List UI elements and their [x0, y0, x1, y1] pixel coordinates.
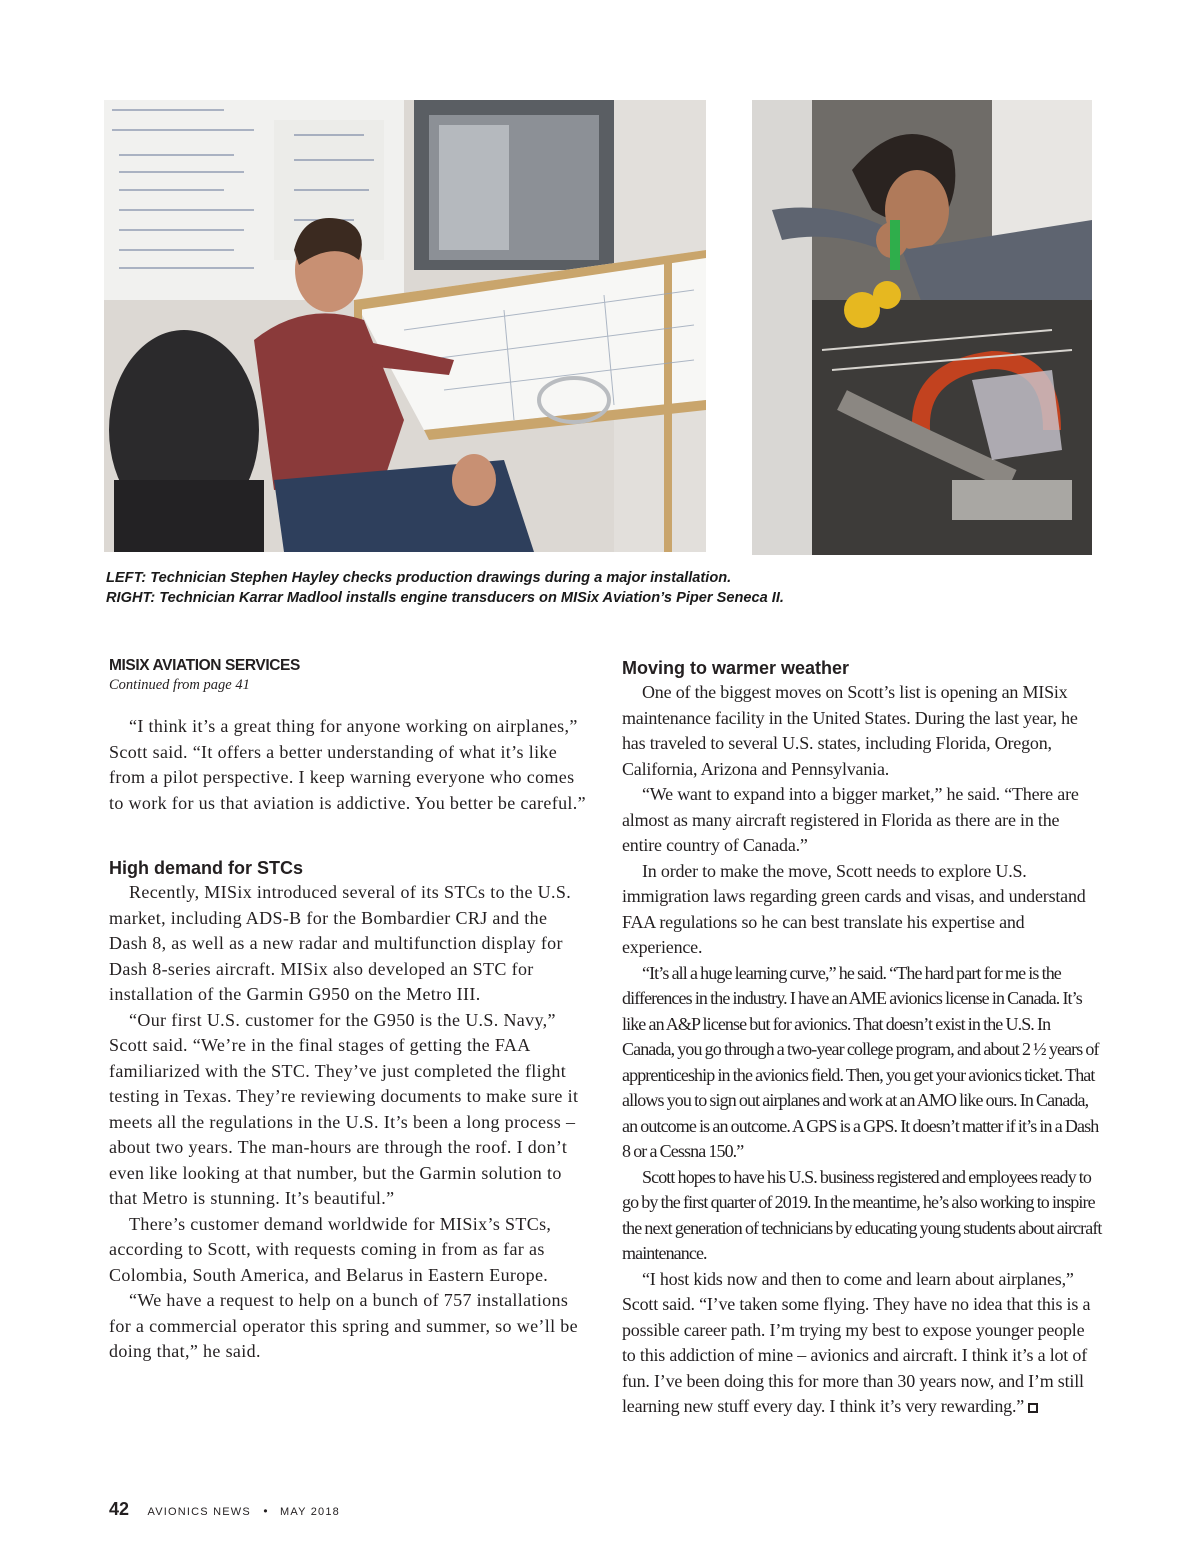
paragraph: There’s customer demand worldwide for MISix’s STCs, according to Scott, with requests coming in from as far as Colombia, South America, and Belarus in Eastern Europe.: [109, 1213, 552, 1285]
paragraph: “We have a request to help on a bunch of 757 installations for a commercial operator this spring and summer, so we’ll be doing that,” he said.: [109, 1290, 578, 1361]
technician-drafting-photo-icon: [104, 100, 706, 552]
paragraph: In order to make the move, Scott needs to explore U.S. immigration laws regarding green cards and visas, and understand FAA regulations so he can best translate his expertise and experience.: [622, 860, 1086, 957]
technician-engine-photo-icon: [752, 100, 1092, 555]
section-heading: Moving to warmer weather: [622, 658, 850, 678]
caption-left: LEFT: Technician Stephen Hayley checks production drawings during a major installation.: [106, 570, 732, 586]
continued-note: Continued from page 41: [109, 677, 250, 693]
caption-right: RIGHT: Technician Karrar Madlool installs engine transducers on MISix Aviation’s Piper Seneca II.: [106, 590, 784, 606]
paragraph: “Our first U.S. customer for the G950 is the U.S. Navy,” Scott said. “We’re in the final stages of getting the FAA familiarized with the STC. They’ve just completed the flight testing in Texas. They’re reviewing documents to make sure it meets all the regulations in the U.S. It’s been a long process – about two years. The man-hours are through the roof. I don’t even like looking at that number, but the Garmin solution to that Metro is stunning. It’s beautiful.”: [109, 1009, 579, 1208]
photo-technician-drafting: [104, 100, 706, 552]
section-label: MISIX AVIATION SERVICES: [109, 657, 300, 674]
paragraph: Scott hopes to have his U.S. business registered and employees ready to go by the first quarter of 2019. In the meantime, he’s also working to inspire the next generation of technicians by educating young students about aircraft maintenance.: [622, 1166, 1102, 1263]
end-mark-icon: [1028, 1403, 1038, 1413]
section-heading: High demand for STCs: [109, 858, 304, 878]
paragraph: [622, 1267, 1102, 1420]
paragraph: One of the biggest moves on Scott’s list is opening an MISix maintenance facility in the United States. During the last year, he has traveled to several U.S. states, including Florida, Oregon, California, Arizona and Pennsylvania.: [622, 682, 1078, 779]
publication-name: AVIONICS NEWS: [147, 1506, 251, 1518]
paragraph-text: “I host kids now and then to come and learn about airplanes,” Scott said. “I’ve taken some flying. They have no idea that this is a possible career path. I’m trying my best to expose younger people to this addiction of mine – avionics and aircraft. I think it’s a lot of fun. I’ve been doing this for more than 30 years now, and I’m still learning new stuff every day. I think it’s very rewarding.”: [622, 1268, 1091, 1416]
paragraph: “I think it’s a great thing for anyone working on airplanes,” Scott said. “It offers a better understanding of what it’s like from a pilot perspective. I keep warning everyone who comes to work for us that aviation is addictive. You better be careful.”: [109, 716, 586, 813]
photo-technician-engine: [752, 100, 1092, 555]
paragraph: Recently, MISix introduced several of its STCs to the U.S. market, including ADS-B for the Bombardier CRJ and the Dash 8, as well as a new radar and multifunction display for Dash 8-series aircraft. MISix also developed an STC for installation of the Garmin G950 on the Metro III.: [109, 882, 572, 1004]
footer-separator: •: [263, 1504, 268, 1518]
paragraph: “It’s all a huge learning curve,” he said. “The hard part for me is the differences in the industry. I have an AME avionics license in Canada. It’s like an A&P license but for avionics. That doesn’t exist in the U.S. In Canada, you go through a two-year college program, and about 2 ½ years of apprenticeship in the avionics field. Then, you get your avionics ticket. That allows you to sign out airplanes and work at an AMO like ours. In Canada, an outcome is an outcome. A GPS is a GPS. It doesn’t matter if it’s in a Dash 8 or a Cessna 150.”: [622, 962, 1099, 1161]
issue-date: MAY 2018: [280, 1506, 340, 1518]
article-column-left: [109, 656, 587, 1365]
page-number: 42: [109, 1499, 130, 1519]
paragraph: “We want to expand into a bigger market,” he said. “There are almost as many aircraft registered in Florida as there are in the entire country of Canada.”: [622, 784, 1079, 855]
page-footer: [109, 1499, 340, 1520]
photo-caption: [106, 568, 1006, 608]
article-column-right: [622, 656, 1102, 1420]
